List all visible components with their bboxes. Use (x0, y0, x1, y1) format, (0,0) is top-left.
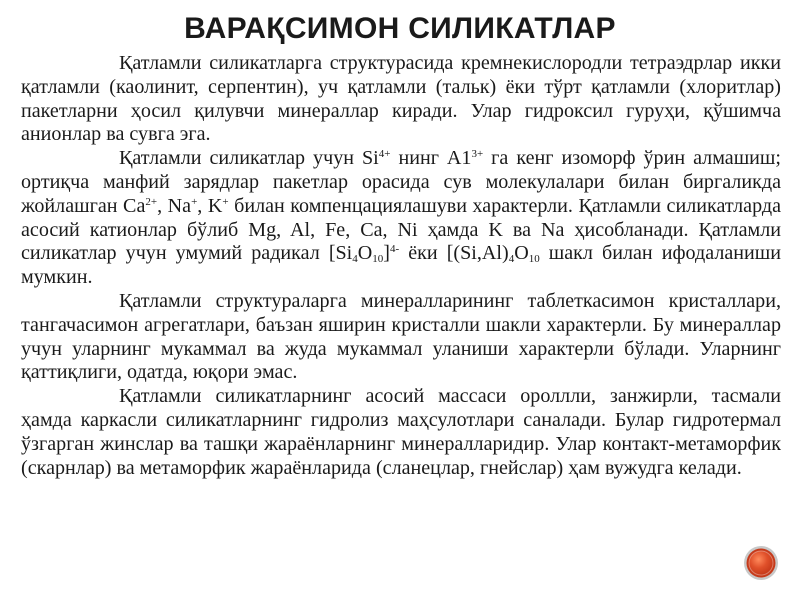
paragraph-2 (21, 147, 781, 290)
next-slide-button[interactable] (743, 545, 779, 581)
paragraph-4: Қатламли силикатларнинг асосий массаси ороллли, занжирли, тасмали ҳамда каркасли силикатларнинг гидролиз маҳсулотлари саналади. Булар гидротермал ўзгарган жинслар ва ташқи жараёнларнинг минералларидир. Улар контакт-метаморфик (скарнлар) ва метаморфик жараёнларида (сланецлар, гнейслар) ҳам вужудга келади. (21, 385, 781, 479)
paragraph-2-text: шакл билан ифодаланиши мумкин. (21, 242, 781, 289)
superscript-charge: + (191, 195, 198, 208)
paragraph-2-text: Қатламли силикатлар учун Si (119, 147, 379, 170)
paragraph-2-text: O (357, 242, 373, 265)
paragraph-1: Қатламли силикатларга структурасида кремнекислородли тетраэдрлар икки қатламли (каолинит, серпентин), уч қатламли (тальк) ёки тўрт қатламли (хлоритлар) пакетларни ҳосил қилувчи минераллар киради. Улар гидроксил гуруҳи, қўшимча анионлар ва сувга эга. (21, 52, 781, 146)
paragraph-2-text: ] (383, 242, 390, 265)
subscript-index: 10 (372, 253, 384, 266)
subscript-index: 10 (528, 253, 540, 266)
superscript-charge: 4- (390, 243, 400, 256)
slide-title: ВАРАҚСИМОН СИЛИКАТЛАР (184, 12, 616, 45)
paragraph-3: Қатламли структураларга минералларининг таблеткасимон кристаллари, тангачасимон агрегатлари, баъзан яширин кристалли шакли характерли. Бу минераллар учун уларнинг мукаммал ва жуда мукаммал уланиши характерли бўлади. Уларнинг қаттиқлиги, одатда, юқори эмас. (21, 289, 781, 384)
slide-body (21, 52, 781, 480)
superscript-charge: 3+ (471, 148, 484, 161)
superscript-charge: 4+ (378, 148, 391, 161)
subscript-index: 4 (352, 253, 358, 266)
paragraph-2-text: , K (197, 194, 223, 217)
superscript-charge: + (222, 195, 229, 208)
circle-next-icon (743, 545, 779, 581)
paragraph-2-text: , Na (157, 194, 192, 217)
paragraph-2-text: билан компенцациялашуви характерли. Қатламли силикатларда асосий катионлар бўлиб Mg, Al, Fe, Ca, Ni ҳамда K ва Na ҳисобланади. Қатламли силикатлар учун умумий радикал [Si (21, 194, 781, 265)
paragraph-2-text: O (514, 242, 529, 265)
paragraph-2-text: ёки [(Si,Al) (399, 242, 509, 265)
superscript-charge: 2+ (145, 195, 158, 208)
paragraph-2-text: нинг A1 (390, 147, 472, 170)
subscript-index: 4 (508, 253, 515, 266)
paragraph-2-text: га кенг изоморф ўрин алмашиш; ортиқча манфий зарядлар пакетлар орасида сув молекулалари билан биргаликда жойлашган Ca (21, 147, 781, 217)
